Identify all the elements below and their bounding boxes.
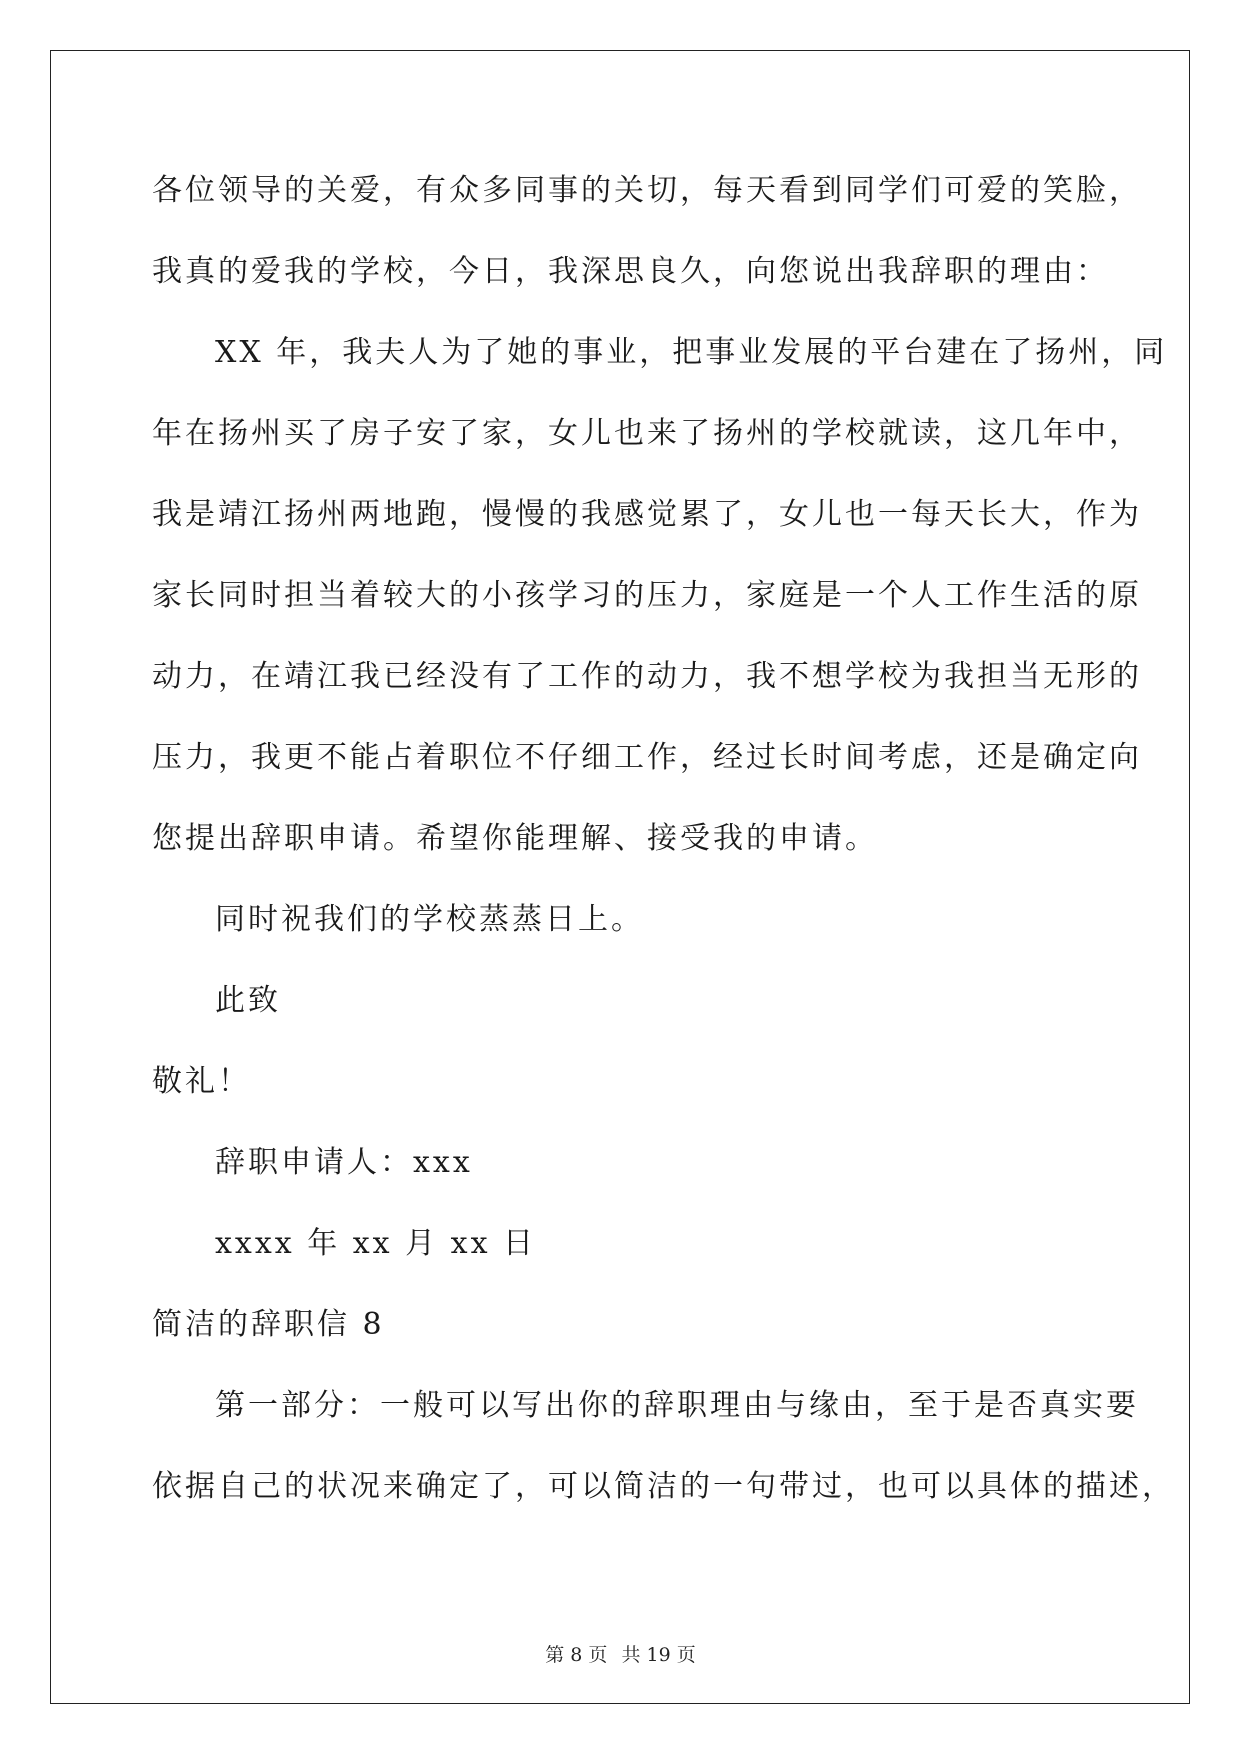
page-footer [0, 1640, 1241, 1667]
text-line: 我是靖江扬州两地跑，慢慢的我感觉累了，女儿也一每天长大，作为 [152, 497, 1142, 532]
text-line: 同时祝我们的学校蒸蒸日上。 [215, 902, 644, 937]
text-line: 各位领导的关爱，有众多同事的关切，每天看到同学们可爱的笑脸， [152, 173, 1142, 208]
text-line: 依据自己的状况来确定了，可以简洁的一句带过，也可以具体的描述， [152, 1469, 1175, 1504]
page-number: 第 8 页 [545, 1644, 608, 1666]
section-heading: 简洁的辞职信 8 [152, 1307, 385, 1342]
text-line: XX 年，我夫人为了她的事业，把事业发展的平台建在了扬州，同 [215, 335, 1168, 370]
signature-line: 辞职申请人：xxx [215, 1145, 473, 1180]
text-line: 家长同时担当着较大的小孩学习的压力，家庭是一个人工作生活的原 [152, 578, 1142, 613]
text-line: 我真的爱我的学校，今日，我深思良久，向您说出我辞职的理由： [152, 254, 1109, 289]
salutation-line: 敬礼！ [152, 1064, 251, 1099]
page-total: 共 19 页 [621, 1644, 696, 1666]
document-body [152, 150, 1175, 1527]
text-line: 压力，我更不能占着职位不仔细工作，经过长时间考虑，还是确定向 [152, 740, 1142, 775]
text-line: 年在扬州买了房子安了家，女儿也来了扬州的学校就读，这几年中， [152, 416, 1142, 451]
date-line: xxxx 年 xx 月 xx 日 [215, 1226, 537, 1261]
text-line: 动力，在靖江我已经没有了工作的动力，我不想学校为我担当无形的 [152, 659, 1142, 694]
text-line: 您提出辞职申请。希望你能理解、接受我的申请。 [152, 821, 878, 856]
salutation-line: 此致 [215, 983, 281, 1018]
text-line: 第一部分：一般可以写出你的辞职理由与缘由，至于是否真实要 [215, 1388, 1139, 1423]
